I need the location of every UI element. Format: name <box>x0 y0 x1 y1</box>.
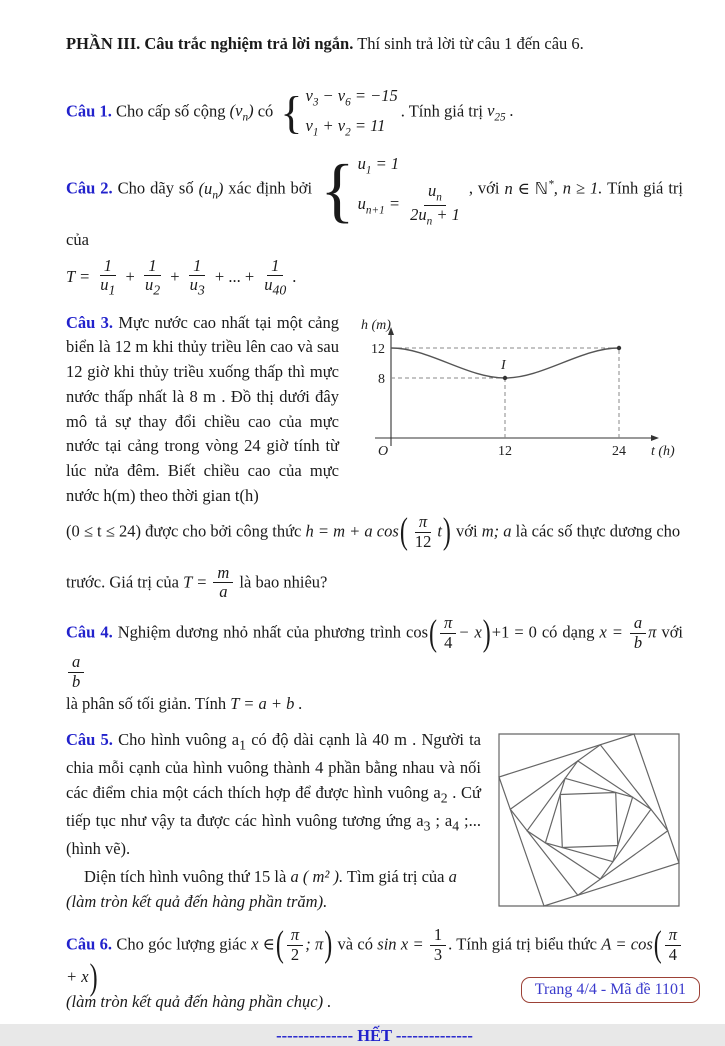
q5-area-math: a ( m² ). <box>290 867 344 887</box>
q2-math-n-natural: n ∈ ℕ*, <box>504 178 558 198</box>
question-2-label: Câu 2. <box>66 178 113 198</box>
q1-text-1: Cho cấp số cộng <box>115 101 226 121</box>
x-axis-label: t (h) <box>651 443 675 459</box>
q1-math-v25: $v_{25}$ . <box>487 101 514 124</box>
x-tick-24: 24 <box>612 443 626 459</box>
q3-text-rest: là các số thực dương cho <box>515 520 681 540</box>
q3-text-truoc: trước. Giá trị của <box>66 571 179 591</box>
q4-minus-x: − x <box>458 622 482 642</box>
nested-square-3 <box>510 745 668 896</box>
question-4-label: Câu 4. <box>66 622 113 642</box>
q3-frac-ma: $\frac{m}{a}$ <box>213 564 233 603</box>
q2-sum-lhs: T = <box>66 266 91 286</box>
q3-math-ma: m; a <box>481 520 512 540</box>
endpoint-marker <box>617 345 621 349</box>
origin-label: O <box>377 443 389 459</box>
q3-frac-pi12: $\frac{\pi}{12}$ <box>414 511 432 551</box>
q3-text-formula: được cho bởi công thức <box>145 520 302 540</box>
q3-frac-t: t <box>437 520 442 540</box>
q4-text-2: có dạng <box>541 622 595 642</box>
question-3 <box>66 311 683 603</box>
q6-x-in: x ∈ <box>251 934 275 954</box>
y-tick-8: 8 <box>378 371 385 387</box>
question-1-label: Câu 1. <box>66 101 112 121</box>
nested-square-1 <box>499 734 679 906</box>
q6-text-3: . Tính giá trị biểu thức <box>448 934 597 954</box>
q3-domain: (0 ≤ t ≤ 24) <box>66 520 141 540</box>
q6-sinx: sin x = <box>377 934 424 954</box>
q1-text-2: có <box>257 101 274 121</box>
q2-sum-equation <box>66 257 683 299</box>
q2-math-un: $(u_n)$ <box>198 178 224 202</box>
plus-sign: + <box>125 266 135 286</box>
nested-square-4 <box>527 761 651 879</box>
q4-line2-math: T = a + b . <box>230 694 303 714</box>
question-1 <box>66 84 683 141</box>
q3-text-voi: với <box>456 520 478 540</box>
q6-A-cos: A = cos <box>601 934 653 954</box>
q6-frac-13: $\frac{1}{3}$ <box>430 926 446 965</box>
q4-x-eq: x = <box>599 622 623 642</box>
tide-graph <box>353 313 683 463</box>
y-axis-label: h (m) <box>361 317 391 333</box>
q5-paragraph-1: Cho hình vuông $a_1$ có độ dài cạnh là 40 m . Người ta chia mỗi cạnh của hình vuông thành 4 phần bằng nhau và nối các điểm chia một cách thích hợp để được hình vuông $a_2$ . Cứ tiếp tục như vậy ta được các hình vuông tương ứng $a_3$ ; $a_4$ ;... (hình vẽ). <box>66 730 482 858</box>
q4-cos: cos <box>406 622 429 642</box>
q2-equation-system <box>320 149 466 230</box>
q2-text-2: xác định bởi <box>228 178 313 198</box>
q3-formula-lhs: h = m + a cos <box>305 520 399 540</box>
plus-sign: + <box>170 266 180 286</box>
q1-eq-1: $v_3 - v_6 = -15$ <box>305 86 398 109</box>
question-3-label: Câu 3. <box>66 312 114 332</box>
q2-fraction: $\frac{u_n}{2u_n + 1}$ <box>410 181 460 227</box>
q4-pi: π <box>648 622 657 642</box>
q2-frac-40: $\frac{1}{u_{40}}$ <box>264 255 287 298</box>
question-6-label: Câu 6. <box>66 934 113 954</box>
page-number-badge: Trang 4/4 - Mã đề 1101 <box>521 977 700 1003</box>
right-paren: ) <box>482 613 491 655</box>
left-paren: ( <box>429 613 438 655</box>
nested-square-5 <box>545 778 632 861</box>
left-paren: ( <box>275 925 284 966</box>
q5-rounding-note: (làm tròn kết quả đến hàng phần trăm). <box>66 892 328 912</box>
nested-square-6 <box>560 793 618 848</box>
q2-frac-3: $\frac{1}{u_3}$ <box>189 255 205 298</box>
q2-text-4: Tính giá trị của <box>66 178 684 249</box>
left-paren: ( <box>653 925 662 966</box>
q6-text-2: và có <box>337 934 373 954</box>
q3-text-howmuch: là bao nhiêu? <box>239 571 328 591</box>
minimum-point <box>503 375 507 379</box>
question-4 <box>66 614 683 717</box>
section-header-bold: PHẦN III. Câu trắc nghiệm trả lời ngắn. <box>66 34 354 53</box>
section-header <box>66 34 683 54</box>
q2-frac-1: $\frac{1}{u_1}$ <box>100 255 116 298</box>
q6-text-1: Cho góc lượng giác <box>116 934 247 954</box>
q2-eq-2: $u_{n+1}$ = $\frac{u_n}{2u_n + 1}$ <box>358 182 466 227</box>
q2-text-1: Cho dãy số <box>117 178 194 198</box>
brace-glyph: { <box>320 149 355 230</box>
question-5-label: Câu 5. <box>66 730 113 750</box>
q2-text-3: , với <box>468 178 500 198</box>
q5-find-text: Tìm giá trị của <box>346 867 445 887</box>
q1-eq-2: $v_1 + v_2 = 11$ <box>305 116 386 139</box>
q1-text-3: . Tính giá trị <box>400 101 483 121</box>
x-tick-12: 12 <box>498 443 512 459</box>
end-of-exam-marker: -------------- HẾT -------------- <box>276 1025 473 1045</box>
y-tick-12: 12 <box>371 341 385 357</box>
q3-paragraph: Mực nước cao nhất tại một cảng biển là 12 m khi thủy triều lên cao và sau 12 giờ khi thủy triều xuống thấp thì mực nước thấp nhất là 8 m . Đồ thị dưới đây mô tả sự thay đổi chiều cao của mực nước tại cảng trong vòng 24 giờ tính từ lúc nửa đêm. Biết chiều cao của mực nước h(m) theo thời gian t(h) <box>66 312 339 505</box>
section-header-rest: Thí sinh trả lời từ câu 1 đến câu 6. <box>357 34 584 53</box>
q6-semi-pi: ; π <box>305 934 324 954</box>
q1-math-vn: $(v_n)$ <box>229 101 254 124</box>
q4-text-1: Nghiệm dương nhỏ nhất của phương trình <box>117 622 402 642</box>
q3-T-lhs: T = <box>183 571 208 591</box>
q4-frac-ab: $\frac{a}{b}$ <box>630 614 646 653</box>
brace-glyph: { <box>280 86 303 138</box>
q3-question-line <box>66 564 683 603</box>
x-axis-arrow <box>651 435 659 441</box>
q6-frac-pi4: $\frac{\pi}{4}$ <box>665 926 681 965</box>
q6-plus-x: + x <box>66 966 89 986</box>
left-paren: ( <box>399 511 408 553</box>
right-paren: ) <box>442 511 451 553</box>
q2-math-n-ge-1: n ≥ 1. <box>562 178 603 198</box>
q5-var-a: a <box>448 867 457 887</box>
q4-frac-ab-2: $\frac{a}{b}$ <box>68 653 84 692</box>
q5-area-text: Diện tích hình vuông thứ 15 là <box>84 867 287 887</box>
q2-eq-1: $u_1 = 1$ <box>357 154 400 177</box>
question-2 <box>66 149 684 298</box>
q4-text-3: với <box>661 622 683 642</box>
q2-frac-2: $\frac{1}{u_2}$ <box>144 255 161 298</box>
q4-plus1: +1 = 0 <box>491 622 537 642</box>
q6-rounding-note: (làm tròn kết quả đến hàng phần chục) . <box>66 992 332 1011</box>
spiral-squares-figure <box>495 730 683 910</box>
right-paren: ) <box>324 925 333 966</box>
q6-frac-pi2: $\frac{\pi}{2}$ <box>287 926 303 965</box>
q1-equation-system <box>280 84 397 141</box>
nested-square-2 <box>499 734 679 906</box>
ellipsis-plus: + ... + <box>214 266 255 286</box>
q3-formula-line <box>66 513 683 552</box>
question-5 <box>66 728 683 915</box>
q4-line2-text: là phân số tối giản. Tính <box>66 694 227 714</box>
min-point-label: I <box>501 357 506 373</box>
q4-frac-pi4: $\frac{\pi}{4}$ <box>440 614 456 653</box>
right-paren: ) <box>89 957 98 999</box>
period: . <box>292 266 297 286</box>
